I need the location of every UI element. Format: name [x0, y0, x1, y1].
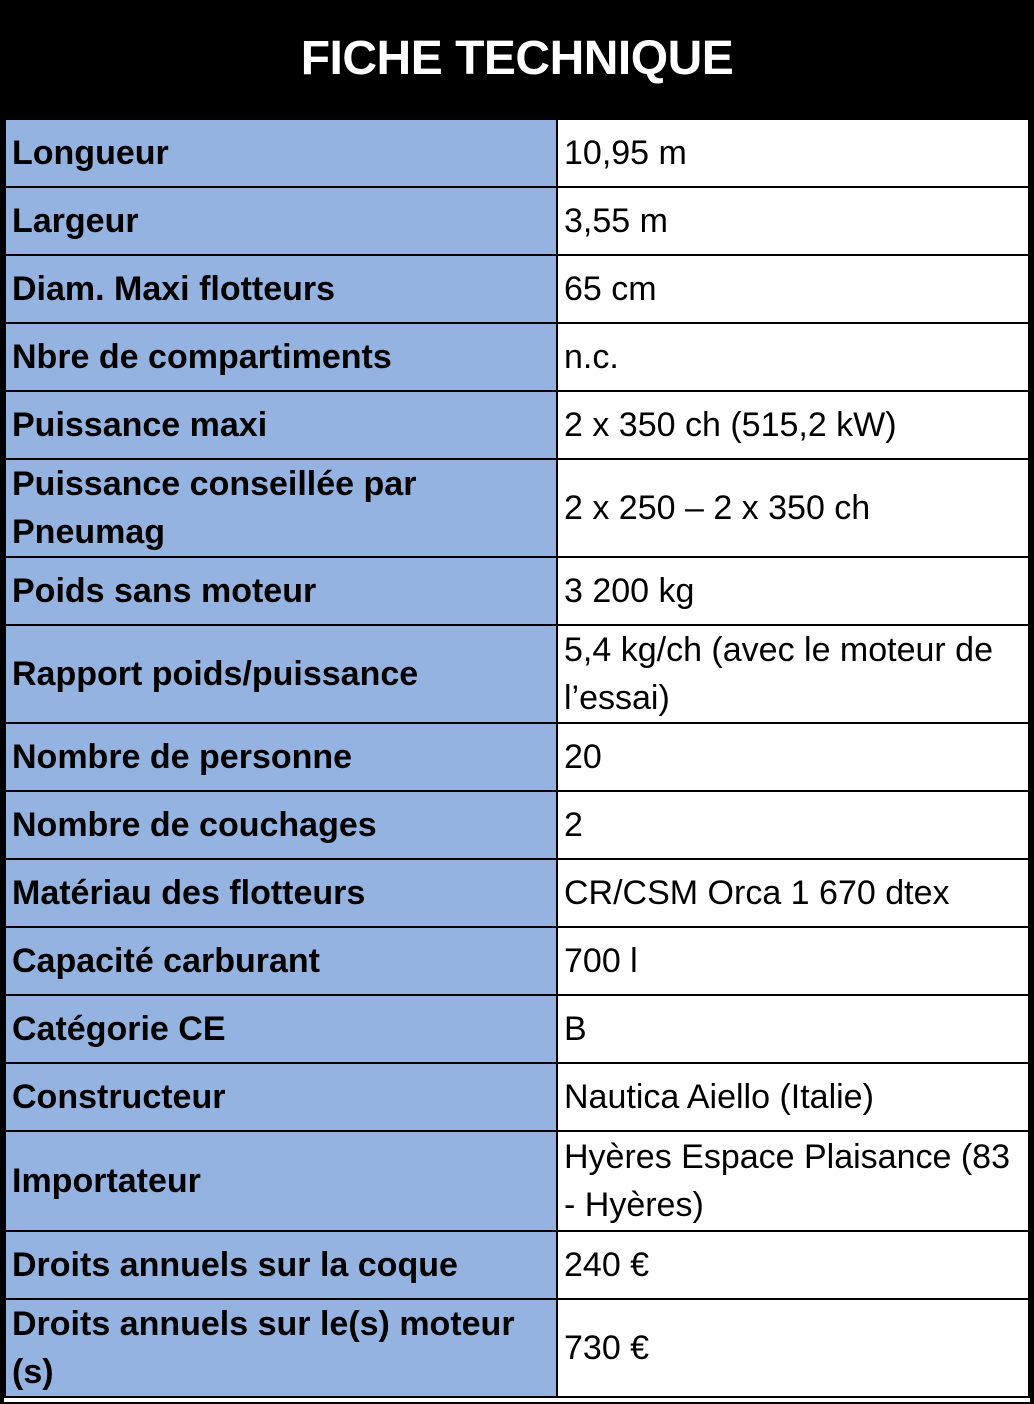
- table-row: [5, 1131, 1029, 1231]
- row-label: Catégorie CE: [5, 995, 557, 1063]
- row-label: Matériau des flotteurs: [5, 859, 557, 927]
- row-value: 65 cm: [557, 255, 1029, 323]
- row-label: Nombre de couchages: [5, 791, 557, 859]
- row-value: 20: [557, 723, 1029, 791]
- row-label: Capacité carburant: [5, 927, 557, 995]
- row-label: Importateur: [5, 1131, 557, 1231]
- table-row: [5, 1231, 1029, 1299]
- row-value: B: [557, 995, 1029, 1063]
- table-row: [5, 1063, 1029, 1131]
- table-row: [5, 927, 1029, 995]
- table-row: [5, 557, 1029, 625]
- row-value: 3,55 m: [557, 187, 1029, 255]
- spec-table: [4, 118, 1030, 1398]
- row-value: 3 200 kg: [557, 557, 1029, 625]
- row-value: 10,95 m: [557, 119, 1029, 187]
- row-value: 730 €: [557, 1299, 1029, 1397]
- row-label: Puissance maxi: [5, 391, 557, 459]
- row-label: Rapport poids/puissance: [5, 625, 557, 723]
- row-value: n.c.: [557, 323, 1029, 391]
- row-value: Hyères Espace Plaisance (83 - Hyères): [557, 1131, 1029, 1231]
- table-row: [5, 1299, 1029, 1397]
- table-row: [5, 187, 1029, 255]
- row-value: 240 €: [557, 1231, 1029, 1299]
- row-label: Droits annuels sur le(s) moteur (s): [5, 1299, 557, 1397]
- row-value: 2 x 350 ch (515,2 kW): [557, 391, 1029, 459]
- table-row: [5, 323, 1029, 391]
- row-label: Nbre de compartiments: [5, 323, 557, 391]
- row-value: CR/CSM Orca 1 670 dtex: [557, 859, 1029, 927]
- table-row: [5, 995, 1029, 1063]
- row-label: Droits annuels sur la coque: [5, 1231, 557, 1299]
- row-label: Largeur: [5, 187, 557, 255]
- row-label: Nombre de personne: [5, 723, 557, 791]
- table-row: [5, 255, 1029, 323]
- row-value: 700 l: [557, 927, 1029, 995]
- table-row: [5, 459, 1029, 557]
- row-value: 2 x 250 – 2 x 350 ch: [557, 459, 1029, 557]
- sheet-title: FICHE TECHNIQUE: [4, 0, 1030, 118]
- table-row: [5, 119, 1029, 187]
- row-label: Constructeur: [5, 1063, 557, 1131]
- row-value: 5,4 kg/ch (avec le moteur de l’essai): [557, 625, 1029, 723]
- row-label: Longueur: [5, 119, 557, 187]
- table-row: [5, 391, 1029, 459]
- row-label: Puissance conseillée par Pneumag: [5, 459, 557, 557]
- table-row: [5, 723, 1029, 791]
- row-value: 2: [557, 791, 1029, 859]
- table-row: [5, 859, 1029, 927]
- row-label: Poids sans moteur: [5, 557, 557, 625]
- table-row: [5, 791, 1029, 859]
- row-label: Diam. Maxi flotteurs: [5, 255, 557, 323]
- table-row: [5, 625, 1029, 723]
- row-value: Nautica Aiello (Italie): [557, 1063, 1029, 1131]
